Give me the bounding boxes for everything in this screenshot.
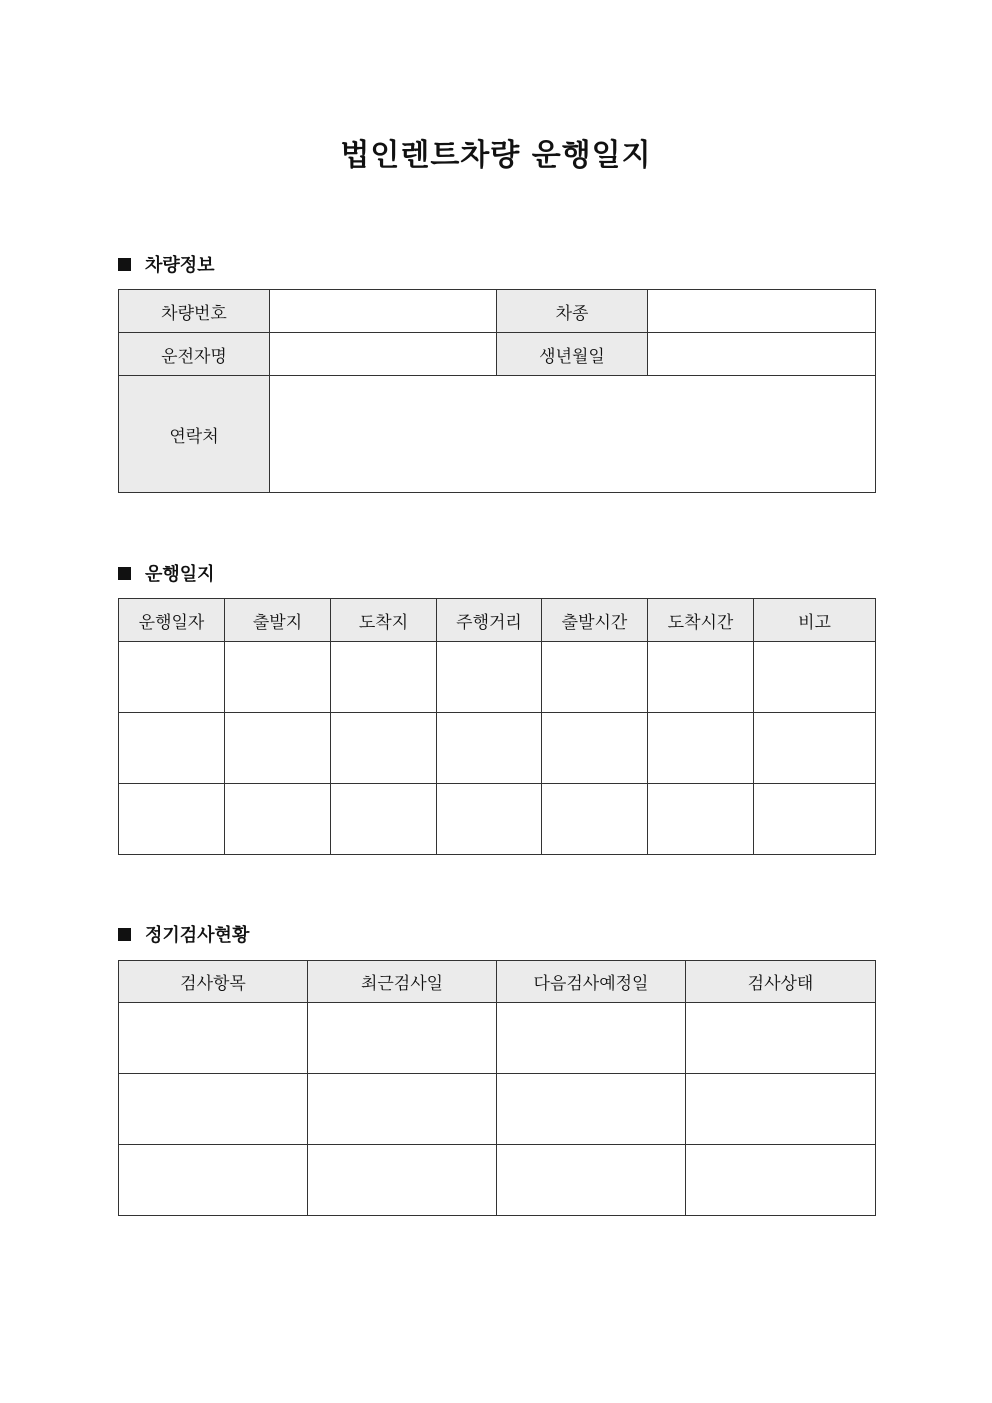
birth-date-field[interactable] — [648, 333, 876, 376]
table-cell[interactable] — [497, 1003, 686, 1074]
table-cell[interactable] — [308, 1145, 497, 1216]
table-cell[interactable] — [119, 784, 225, 855]
vehicle-number-field[interactable] — [270, 290, 497, 333]
table-row — [119, 1145, 876, 1216]
table-cell[interactable] — [497, 1074, 686, 1145]
column-header-next-inspection: 다음검사예정일 — [497, 961, 686, 1003]
birth-date-label: 생년월일 — [497, 333, 648, 376]
column-header-remarks: 비고 — [754, 599, 876, 642]
driver-name-field[interactable] — [270, 333, 497, 376]
table-cell[interactable] — [648, 784, 754, 855]
table-row — [119, 1003, 876, 1074]
table-cell[interactable] — [225, 784, 331, 855]
table-cell[interactable] — [331, 713, 437, 784]
section-heading-vehicle-info — [118, 250, 215, 278]
square-bullet-icon — [118, 928, 131, 941]
table-cell[interactable] — [225, 713, 331, 784]
table-cell[interactable] — [331, 642, 437, 713]
table-row — [119, 290, 876, 333]
table-cell[interactable] — [119, 713, 225, 784]
vehicle-type-label: 차종 — [497, 290, 648, 333]
table-cell[interactable] — [308, 1074, 497, 1145]
table-cell[interactable] — [542, 784, 648, 855]
square-bullet-icon — [118, 258, 131, 271]
table-cell[interactable] — [437, 713, 542, 784]
table-cell[interactable] — [119, 1074, 308, 1145]
column-header-last-inspection: 최근검사일 — [308, 961, 497, 1003]
table-cell[interactable] — [497, 1145, 686, 1216]
table-cell[interactable] — [648, 642, 754, 713]
column-header-arrival-time: 도착시간 — [648, 599, 754, 642]
table-cell[interactable] — [308, 1003, 497, 1074]
table-cell[interactable] — [437, 642, 542, 713]
section-heading-driving-log — [118, 559, 215, 587]
column-header-departure-time: 출발시간 — [542, 599, 648, 642]
table-row — [119, 642, 876, 713]
square-bullet-icon — [118, 567, 131, 580]
vehicle-type-field[interactable] — [648, 290, 876, 333]
table-header-row — [119, 599, 876, 642]
section-title: 운행일지 — [145, 564, 215, 585]
table-row — [119, 333, 876, 376]
table-cell[interactable] — [119, 1003, 308, 1074]
table-cell[interactable] — [686, 1003, 876, 1074]
driving-log-table — [118, 598, 876, 855]
table-cell[interactable] — [686, 1145, 876, 1216]
driver-name-label: 운전자명 — [119, 333, 270, 376]
vehicle-number-label: 차량번호 — [119, 290, 270, 333]
table-cell[interactable] — [542, 713, 648, 784]
column-header-distance: 주행거리 — [437, 599, 542, 642]
table-cell[interactable] — [754, 713, 876, 784]
column-header-inspection-item: 검사항목 — [119, 961, 308, 1003]
table-cell[interactable] — [225, 642, 331, 713]
table-cell[interactable] — [648, 713, 754, 784]
column-header-inspection-status: 검사상태 — [686, 961, 876, 1003]
table-cell[interactable] — [542, 642, 648, 713]
table-row — [119, 713, 876, 784]
section-title: 정기검사현황 — [145, 925, 250, 946]
inspection-table — [118, 960, 876, 1216]
section-heading-inspection — [118, 920, 249, 948]
vehicle-info-table — [118, 289, 876, 493]
table-row — [119, 1074, 876, 1145]
table-cell[interactable] — [119, 642, 225, 713]
document-title: 법인렌트차량 운행일지 — [340, 138, 652, 173]
table-cell[interactable] — [754, 784, 876, 855]
column-header-departure: 출발지 — [225, 599, 331, 642]
table-cell[interactable] — [686, 1074, 876, 1145]
table-row — [119, 784, 876, 855]
table-cell[interactable] — [437, 784, 542, 855]
contact-label: 연락처 — [119, 376, 270, 493]
contact-field[interactable] — [270, 376, 876, 493]
column-header-destination: 도착지 — [331, 599, 437, 642]
column-header-date: 운행일자 — [119, 599, 225, 642]
table-cell[interactable] — [754, 642, 876, 713]
section-title: 차량정보 — [145, 255, 215, 276]
table-row — [119, 376, 876, 493]
table-cell[interactable] — [331, 784, 437, 855]
table-cell[interactable] — [119, 1145, 308, 1216]
table-header-row — [119, 961, 876, 1003]
